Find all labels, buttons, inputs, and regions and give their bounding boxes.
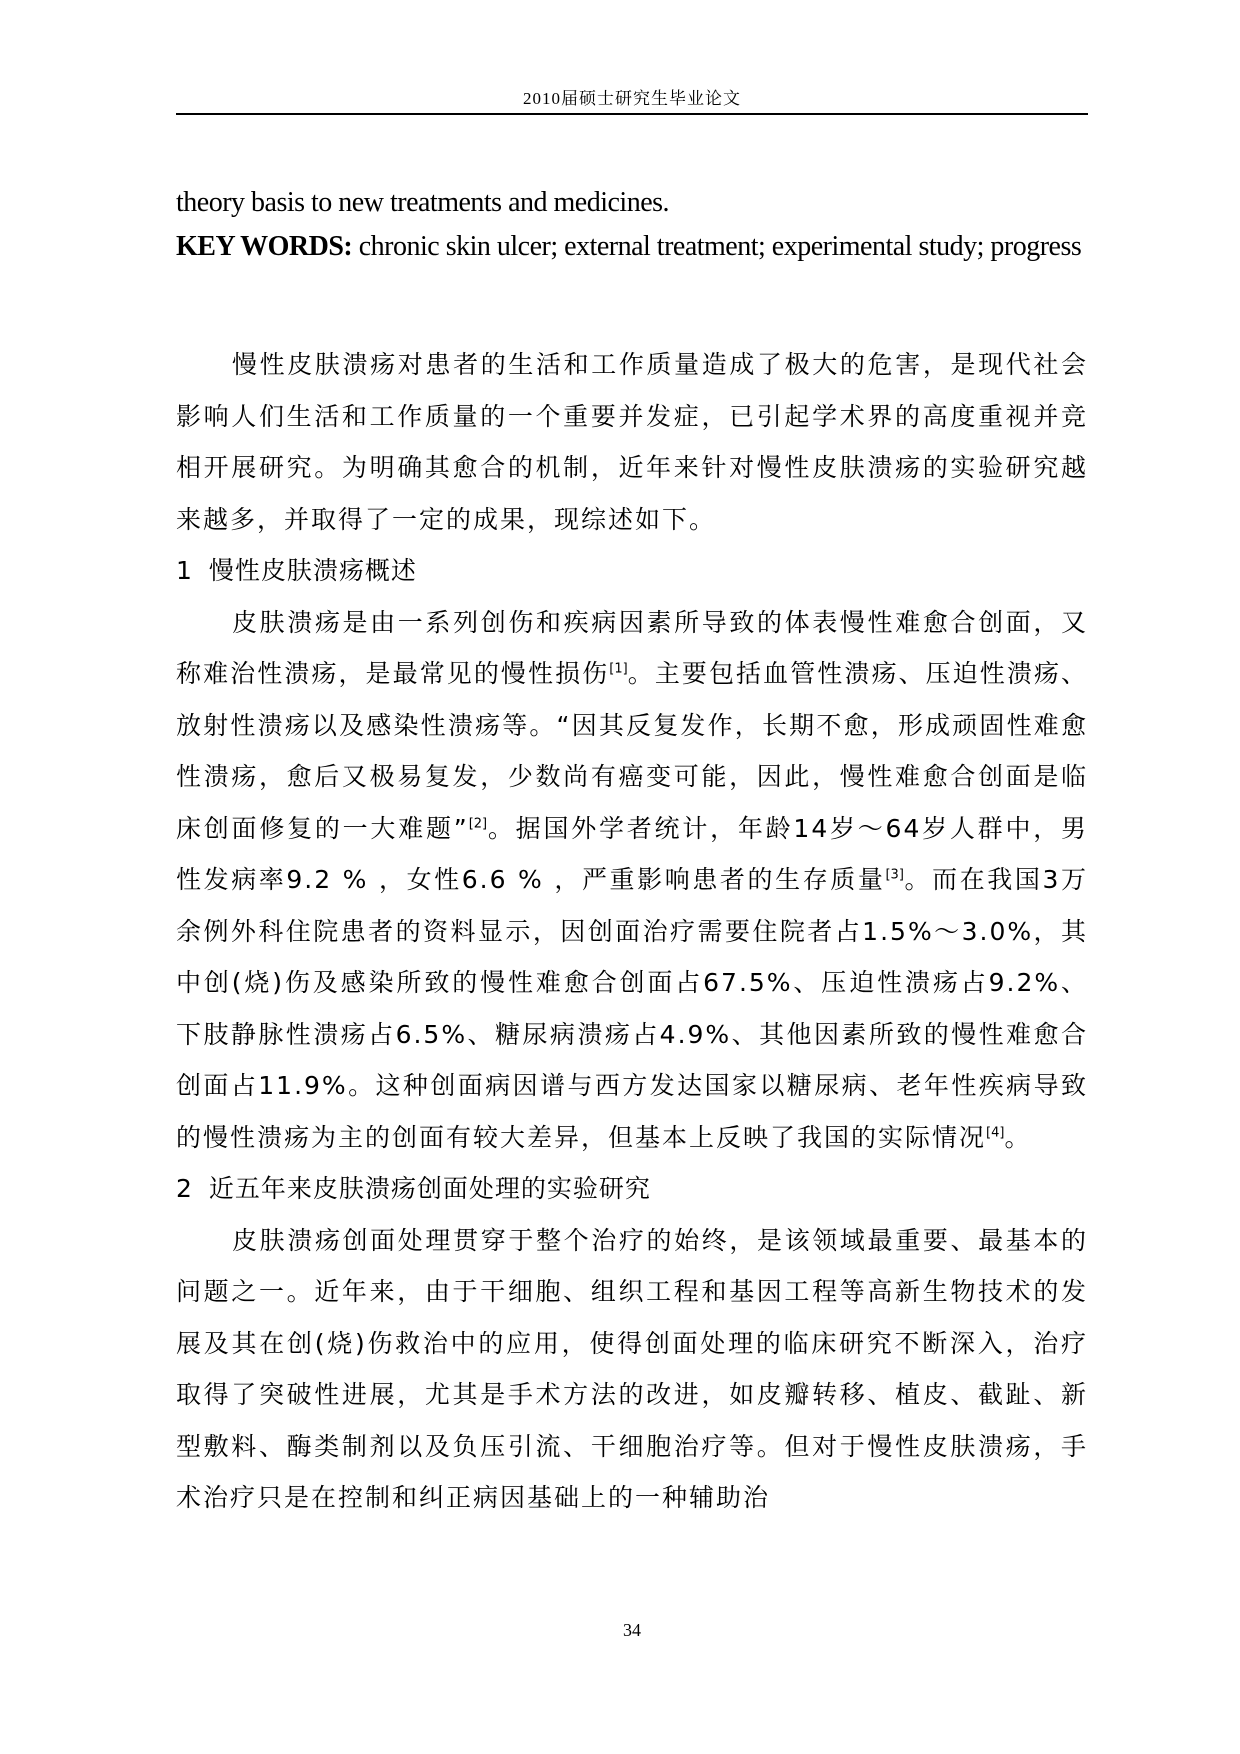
- section-1-text-b: 。主要包括血管性溃疡、压迫性溃疡、放射性溃疡以及感染性溃疡等。“因其反复发作，长期不愈，形成顽固性难愈性溃疡，愈后又极易复发，少数尚有癌变可能，因此，慢性难愈合创面是临床创面修复的一大难题”: [176, 659, 1088, 843]
- citation-1: [1]: [609, 661, 628, 677]
- section-1-text-e: 。: [1004, 1122, 1032, 1152]
- section-1-text-d: 。而在我国3万余例外科住院患者的资料显示，因创面治疗需要住院者占1.5%～3.0%，其中创(烧)伤及感染所致的慢性难愈合创面占67.5%、压迫性溃疡占9.2%、下肢静脉性溃疡占6.5%、糖尿病溃疡占4.9%、其他因素所致的慢性难愈合创面占11.9%。这种创面病因谱与西方发达国家以糖尿病、老年性疾病导致的慢性溃疡为主的创面有较大差异，但基本上反映了我国的实际情况: [176, 865, 1088, 1152]
- section-1-text-a: 皮肤溃疡是由一系列创伤和疾病因素所导致的体表慢性难愈合创面，又称难治性溃疡，是最常见的慢性损伤: [176, 607, 1088, 688]
- citation-3: [3]: [885, 867, 904, 883]
- section-2-heading: [176, 1163, 1088, 1215]
- running-header-title: 2010届硕士研究生毕业论文: [523, 89, 741, 108]
- intro-paragraph: 慢性皮肤溃疡对患者的生活和工作质量造成了极大的危害，是现代社会影响人们生活和工作质量的一个重要并发症，已引起学术界的高度重视并竞相开展研究。为明确其愈合的机制，近年来针对慢性皮肤溃疡的实验研究越来越多，并取得了一定的成果，现综述如下。: [176, 350, 1088, 534]
- keywords-text: chronic skin ulcer; external treatment; experimental study; progress: [352, 231, 1082, 262]
- citation-2: [2]: [468, 816, 488, 832]
- section-1-heading: [176, 545, 1088, 597]
- section-2-title: 近五年来皮肤溃疡创面处理的实验研究: [208, 1174, 651, 1203]
- abstract-closing-line: theory basis to new treatments and medicines.: [176, 187, 670, 218]
- section-2-number: 2: [176, 1174, 193, 1203]
- section-spacer: [176, 269, 1088, 339]
- section-1-text-c: 。据国外学者统计，年龄14岁～64岁人群中，男性发病率9.2 % ，女性6.6 % ，严重影响患者的生存质量: [176, 813, 1089, 894]
- section-2-paragraph: 皮肤溃疡创面处理贯穿于整个治疗的始终，是该领域最重要、最基本的问题之一。近年来，由于干细胞、组织工程和基因工程等高新生物技术的发展及其在创(烧)伤救治中的应用，使得创面处理的临床研究不断深入，治疗取得了突破性进展，尤其是手术方法的改进，如皮瓣转移、植皮、截趾、新型敷料、酶类制剂以及负压引流、干细胞治疗等。但对于慢性皮肤溃疡，手术治疗只是在控制和纠正病因基础上的一种辅助治: [176, 1225, 1088, 1512]
- keywords-line: [176, 225, 1088, 269]
- page-number: 34: [623, 1620, 641, 1640]
- header-divider: [176, 113, 1088, 115]
- section-1-number: 1: [176, 556, 193, 585]
- keywords-label: KEY WORDS:: [176, 231, 353, 262]
- section-1-paragraph: [176, 597, 1088, 1164]
- section-1-title: 慢性皮肤溃疡概述: [208, 556, 417, 585]
- citation-4: [4]: [986, 1125, 1005, 1141]
- page-body: [176, 181, 1088, 1524]
